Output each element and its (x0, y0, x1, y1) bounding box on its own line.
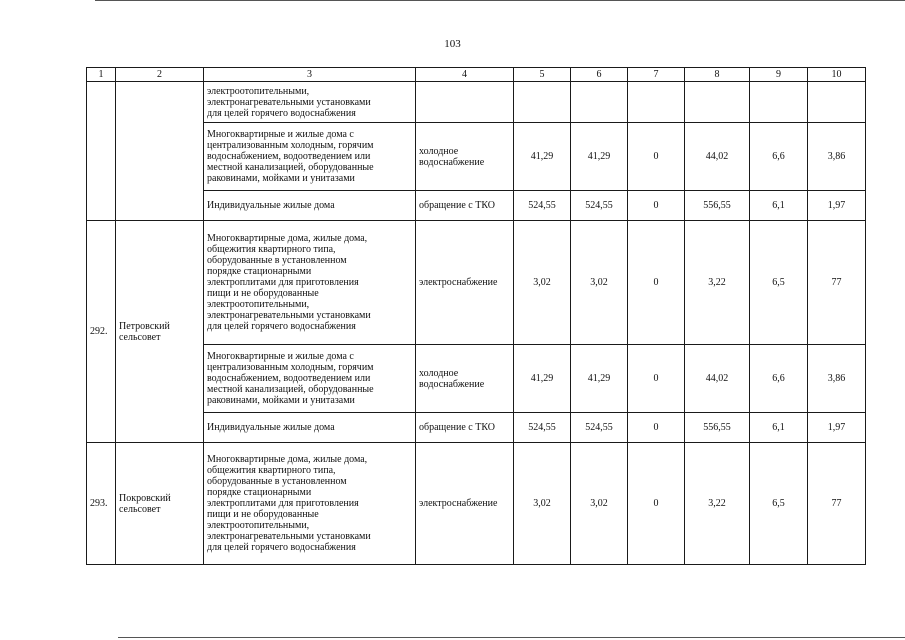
text-line: для целей горячего водоснабжения (207, 321, 356, 332)
row-number-cell: 292. (87, 221, 116, 443)
housing-type-cell (204, 345, 416, 413)
value-cell: 3,86 (808, 345, 866, 413)
value-cell: 0 (628, 345, 685, 413)
text-line: для целей горячего водоснабжения (207, 542, 356, 553)
value-cell: 1,97 (808, 413, 866, 443)
column-header: 10 (808, 68, 866, 82)
text-line: Покровский (119, 492, 171, 504)
housing-type-cell (204, 82, 416, 123)
value-cell: 524,55 (571, 191, 628, 221)
service-cell (416, 413, 514, 443)
text-line: электроснабжение (419, 498, 498, 509)
column-number-row (87, 68, 866, 82)
column-header: 7 (628, 68, 685, 82)
value-cell (514, 82, 571, 123)
value-cell (685, 82, 750, 123)
text-line: Многоквартирные и жилые дома с (207, 129, 354, 140)
table-row (87, 82, 866, 123)
text-line: Многоквартирные и жилые дома с (207, 351, 354, 362)
value-cell: 41,29 (514, 123, 571, 191)
value-cell: 6,5 (750, 221, 808, 345)
housing-type-cell (204, 221, 416, 345)
text-line: местной канализацией, оборудованные (207, 162, 374, 173)
value-cell: 3,02 (571, 443, 628, 565)
row-number-cell (87, 82, 116, 221)
text-line: раковинами, мойками и унитазами (207, 395, 355, 406)
text-line: электроотопительными, (207, 299, 310, 310)
value-cell: 1,97 (808, 191, 866, 221)
service-cell (416, 345, 514, 413)
value-cell: 41,29 (514, 345, 571, 413)
text-line: холодное (419, 367, 459, 379)
text-line: водоснабжение (419, 156, 485, 168)
text-line: электроплитами для приготовления (207, 498, 359, 509)
table-row (87, 221, 866, 345)
text-line: централизованным холодным, горячим (207, 362, 374, 373)
value-cell: 6,1 (750, 191, 808, 221)
column-header: 5 (514, 68, 571, 82)
text-line: общежития квартирного типа, (207, 244, 336, 255)
service-cell (416, 82, 514, 123)
text-line: порядке стационарными (207, 266, 312, 277)
value-cell: 556,55 (685, 413, 750, 443)
text-line: для целей горячего водоснабжения (207, 107, 356, 119)
text-line: электроснабжение (419, 277, 498, 288)
value-cell: 556,55 (685, 191, 750, 221)
text-line: водоснабжение (419, 378, 485, 390)
service-cell (416, 443, 514, 565)
text-line: Многоквартирные дома, жилые дома, (207, 454, 368, 465)
value-cell: 77 (808, 443, 866, 565)
value-cell: 524,55 (514, 413, 571, 443)
column-header: 1 (87, 68, 116, 82)
value-cell (628, 82, 685, 123)
row-number-cell: 293. (87, 443, 116, 565)
text-line: обращение с ТКО (419, 200, 495, 211)
column-header: 4 (416, 68, 514, 82)
text-line: электронагревательными установками (207, 96, 371, 108)
value-cell (808, 82, 866, 123)
value-cell: 0 (628, 413, 685, 443)
text-line: электронагревательными установками (207, 531, 371, 542)
value-cell: 41,29 (571, 345, 628, 413)
value-cell: 77 (808, 221, 866, 345)
text-line: оборудованные в установленном (207, 255, 347, 266)
top-rule (95, 0, 905, 1)
text-line: Петровский (119, 320, 170, 332)
text-line: оборудованные в установленном (207, 476, 347, 487)
service-cell (416, 123, 514, 191)
municipality-cell (116, 82, 204, 221)
value-cell: 3,02 (514, 221, 571, 345)
page-number: 103 (444, 38, 461, 50)
text-line: водоснабжением, водоотведением или (207, 151, 371, 162)
text-line: электроплитами для приготовления (207, 277, 359, 288)
column-header: 8 (685, 68, 750, 82)
value-cell: 524,55 (571, 413, 628, 443)
value-cell: 6,5 (750, 443, 808, 565)
value-cell: 3,22 (685, 443, 750, 565)
housing-type-cell (204, 123, 416, 191)
value-cell: 3,86 (808, 123, 866, 191)
column-header: 9 (750, 68, 808, 82)
table-row (87, 345, 866, 413)
value-cell: 6,6 (750, 123, 808, 191)
text-line: порядке стационарными (207, 487, 312, 498)
service-cell (416, 221, 514, 345)
table-row (87, 443, 866, 565)
value-cell: 44,02 (685, 123, 750, 191)
value-cell: 3,02 (514, 443, 571, 565)
text-line: местной канализацией, оборудованные (207, 384, 374, 395)
text-line: общежития квартирного типа, (207, 465, 336, 476)
municipality-cell (116, 443, 204, 565)
text-line: Индивидуальные жилые дома (207, 422, 335, 433)
value-cell: 0 (628, 221, 685, 345)
column-header: 2 (116, 68, 204, 82)
table-row (87, 123, 866, 191)
housing-type-cell (204, 413, 416, 443)
value-cell (750, 82, 808, 123)
value-cell: 6,1 (750, 413, 808, 443)
value-cell: 44,02 (685, 345, 750, 413)
value-cell: 41,29 (571, 123, 628, 191)
value-cell: 524,55 (514, 191, 571, 221)
table-row (87, 191, 866, 221)
municipality-cell (116, 221, 204, 443)
text-line: Индивидуальные жилые дома (207, 200, 335, 211)
value-cell: 3,02 (571, 221, 628, 345)
text-line: обращение с ТКО (419, 422, 495, 433)
text-line: электронагревательными установками (207, 310, 371, 321)
value-cell: 6,6 (750, 345, 808, 413)
value-cell: 0 (628, 191, 685, 221)
tariff-table (86, 67, 866, 565)
text-line: пищи и не оборудованные (207, 288, 319, 299)
column-header: 3 (204, 68, 416, 82)
bottom-rule (118, 637, 905, 638)
service-cell (416, 191, 514, 221)
value-cell: 3,22 (685, 221, 750, 345)
text-line: водоснабжением, водоотведением или (207, 373, 371, 384)
table-row (87, 413, 866, 443)
text-line: раковинами, мойками и унитазами (207, 173, 355, 184)
housing-type-cell (204, 191, 416, 221)
text-line: электроотопительными, (207, 520, 310, 531)
housing-type-cell (204, 443, 416, 565)
text-line: холодное (419, 145, 459, 157)
text-line: электроотопительными, (207, 85, 310, 97)
text-line: сельсовет (119, 503, 161, 515)
value-cell: 0 (628, 123, 685, 191)
text-line: Многоквартирные дома, жилые дома, (207, 233, 368, 244)
text-line: пищи и не оборудованные (207, 509, 319, 520)
text-line: централизованным холодным, горячим (207, 140, 374, 151)
text-line: сельсовет (119, 331, 161, 343)
value-cell: 0 (628, 443, 685, 565)
column-header: 6 (571, 68, 628, 82)
value-cell (571, 82, 628, 123)
